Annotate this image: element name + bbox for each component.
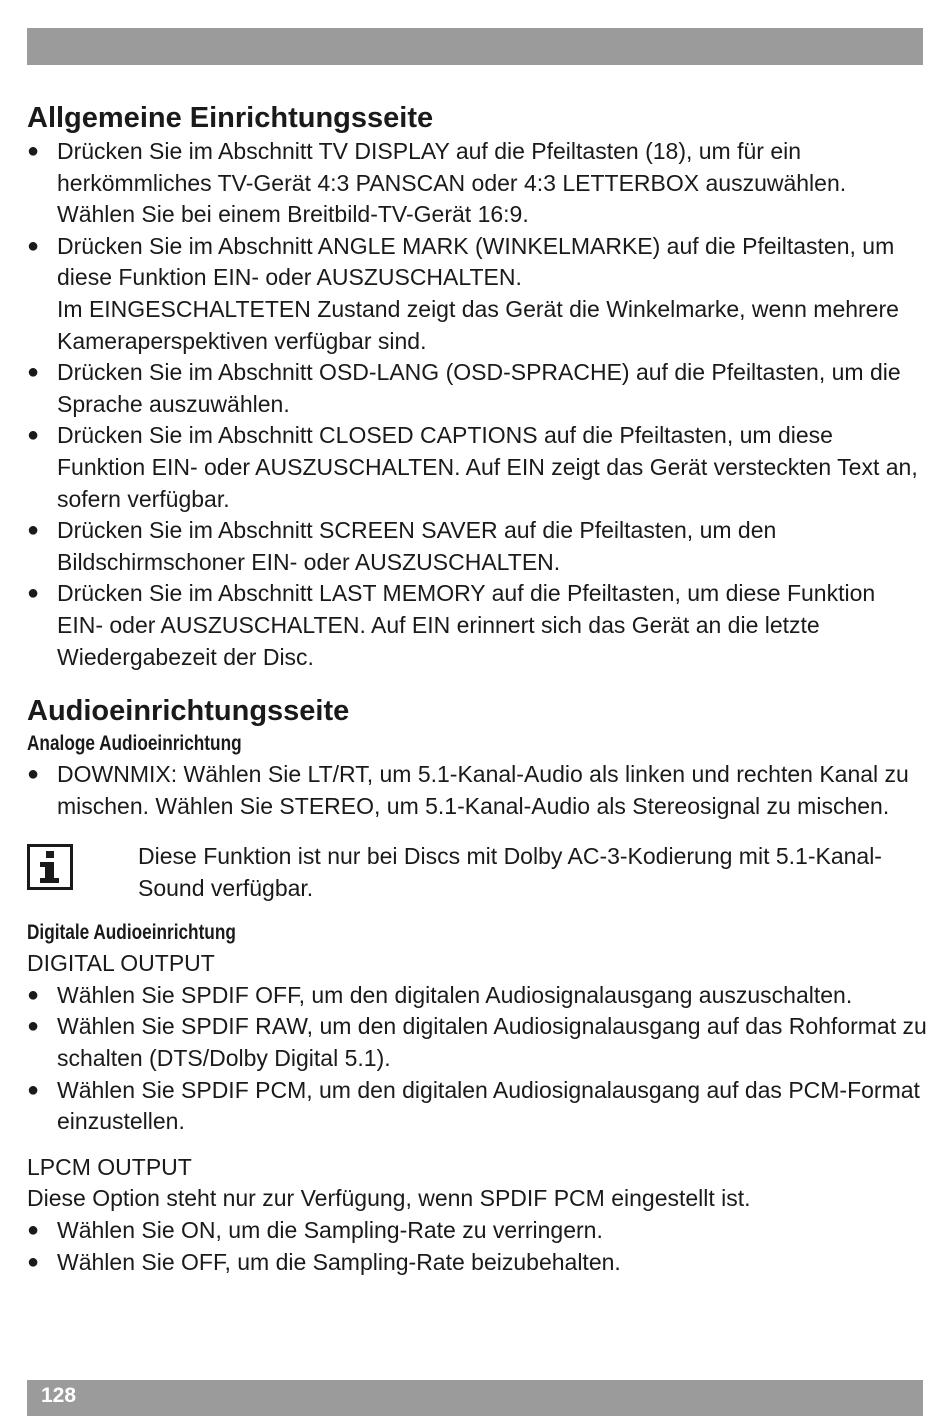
subsection-title-analog: Analoge Audioeinrichtung [27, 732, 242, 756]
list-item: ● Wählen Sie ON, um die Sampling-Rate zu verringern. [27, 1217, 603, 1244]
list-item: ● Drücken Sie im Abschnitt SCREEN SAVER auf die Pfeiltasten, um den Bildschirmschoner EIN- oder AUSZUSCHALTEN. [27, 517, 777, 575]
page-number: 128 [41, 1384, 77, 1407]
list-item: ● Drücken Sie im Abschnitt OSD-LANG (OSD-SPRACHE) auf die Pfeiltasten, um die Sprache auszuwählen. [27, 359, 901, 417]
list-item: ● Wählen Sie SPDIF RAW, um den digitalen Audiosignalausgang auf das Rohformat zu schalten (DTS/Dolby Digital 5.1). [27, 1013, 927, 1072]
list-item: ● Drücken Sie im Abschnitt TV DISPLAY auf die Pfeiltasten (18), um für ein herkömmliches TV-Gerät 4:3 PANSCAN oder 4:3 LETTERBOX auszuwählen. Wählen Sie bei einem Breitbild-TV-Gerät 16:9. [27, 138, 847, 228]
header-bar [27, 28, 923, 65]
general-settings-list [27, 136, 927, 673]
lpcm-settings-list [27, 1215, 927, 1278]
lpcm-intro: Diese Option steht nur zur Verfügung, wenn SPDIF PCM eingestellt ist. [27, 1185, 751, 1212]
note-text: Diese Funktion ist nur bei Discs mit Dolby AC-3-Kodierung mit 5.1-Kanal-Sound verfügbar. [138, 843, 882, 902]
section-title-audio: Audioeinrichtungsseite [27, 695, 350, 728]
lpcm-output-label: LPCM OUTPUT [27, 1153, 192, 1180]
info-icon [27, 844, 73, 890]
page-content [27, 100, 927, 1278]
list-item: ● Drücken Sie im Abschnitt ANGLE MARK (WINKELMARKE) auf die Pfeiltasten, um diese Funktion EIN- oder AUSZUSCHALTEN. Im EINGESCHALTETEN Zustand zeigt das Gerät die Winkelmarke, wenn mehrere Kameraperspektiven verfügbar sind. [27, 232, 899, 354]
analog-settings-list [27, 759, 927, 822]
digital-output-label: DIGITAL OUTPUT [27, 950, 215, 977]
list-item: ● DOWNMIX: Wählen Sie LT/RT, um 5.1-Kanal-Audio als linken und rechten Kanal zu mischen. Wählen Sie STEREO, um 5.1-Kanal-Audio als Stereosignal zu mischen. [27, 761, 909, 819]
list-item: ● Drücken Sie im Abschnitt LAST MEMORY auf die Pfeiltasten, um diese Funktion EIN- oder AUSZUSCHALTEN. Auf EIN erinnert sich das Gerät an die letzte Wiedergabezeit der Disc. [27, 580, 876, 670]
list-item: ● Wählen Sie OFF, um die Sampling-Rate beizubehalten. [27, 1248, 621, 1275]
subsection-title-digital: Digitale Audioeinrichtung [27, 921, 236, 945]
footer-bar [27, 1380, 923, 1416]
digital-settings-list [27, 980, 927, 1138]
list-item: ● Drücken Sie im Abschnitt CLOSED CAPTIONS auf die Pfeiltasten, um diese Funktion EIN- oder AUSZUSCHALTEN. Auf EIN zeigt das Gerät versteckten Text an, sofern verfügbar. [27, 422, 918, 512]
list-item: ● Wählen Sie SPDIF OFF, um den digitalen Audiosignalausgang auszuschalten. [27, 981, 853, 1008]
info-note [27, 840, 927, 904]
section-title-general: Allgemeine Einrichtungsseite [27, 102, 434, 134]
list-item: ● Wählen Sie SPDIF PCM, um den digitalen Audiosignalausgang auf das PCM-Format einzustellen. [27, 1076, 920, 1135]
